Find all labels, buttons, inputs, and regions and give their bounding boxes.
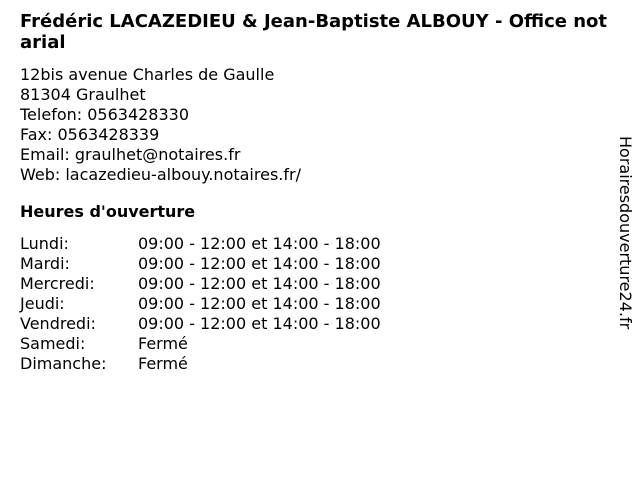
opening-hours-heading: Heures d'ouverture (20, 202, 196, 221)
day-hours: 09:00 - 12:00 et 14:00 - 18:00 (138, 294, 381, 313)
hours-row-saturday (20, 334, 610, 354)
street-address: 12bis avenue Charles de Gaulle (20, 65, 275, 84)
day-label: Jeudi: (20, 294, 65, 313)
day-hours: Fermé (138, 354, 188, 373)
hours-row-tuesday (20, 254, 610, 274)
phone-number: Telefon: 0563428330 (20, 105, 190, 124)
day-hours: 09:00 - 12:00 et 14:00 - 18:00 (138, 234, 381, 253)
day-label: Mercredi: (20, 274, 95, 293)
postal-city: 81304 Graulhet (20, 85, 146, 104)
address-block (20, 65, 610, 185)
day-hours: 09:00 - 12:00 et 14:00 - 18:00 (138, 274, 381, 293)
day-hours: 09:00 - 12:00 et 14:00 - 18:00 (138, 254, 381, 273)
email-address: Email: graulhet@notaires.fr (20, 145, 241, 164)
website-address: Web: lacazedieu-albouy.notaires.fr/ (20, 165, 301, 184)
day-label: Samedi: (20, 334, 86, 353)
hours-row-monday (20, 234, 610, 254)
hours-row-thursday (20, 294, 610, 314)
hours-row-wednesday (20, 274, 610, 294)
day-label: Mardi: (20, 254, 70, 273)
day-label: Dimanche: (20, 354, 107, 373)
business-info-card (20, 11, 610, 374)
day-label: Vendredi: (20, 314, 96, 333)
opening-hours-table (20, 234, 610, 374)
day-label: Lundi: (20, 234, 69, 253)
page-title: Frédéric LACAZEDIEU & Jean-Baptiste ALBOUY - Office notarial (20, 11, 608, 53)
site-watermark: Horairesdouverture24.fr (616, 136, 635, 330)
day-hours: 09:00 - 12:00 et 14:00 - 18:00 (138, 314, 381, 333)
fax-number: Fax: 0563428339 (20, 125, 160, 144)
day-hours: Fermé (138, 334, 188, 353)
hours-row-sunday (20, 354, 610, 374)
hours-row-friday (20, 314, 610, 334)
